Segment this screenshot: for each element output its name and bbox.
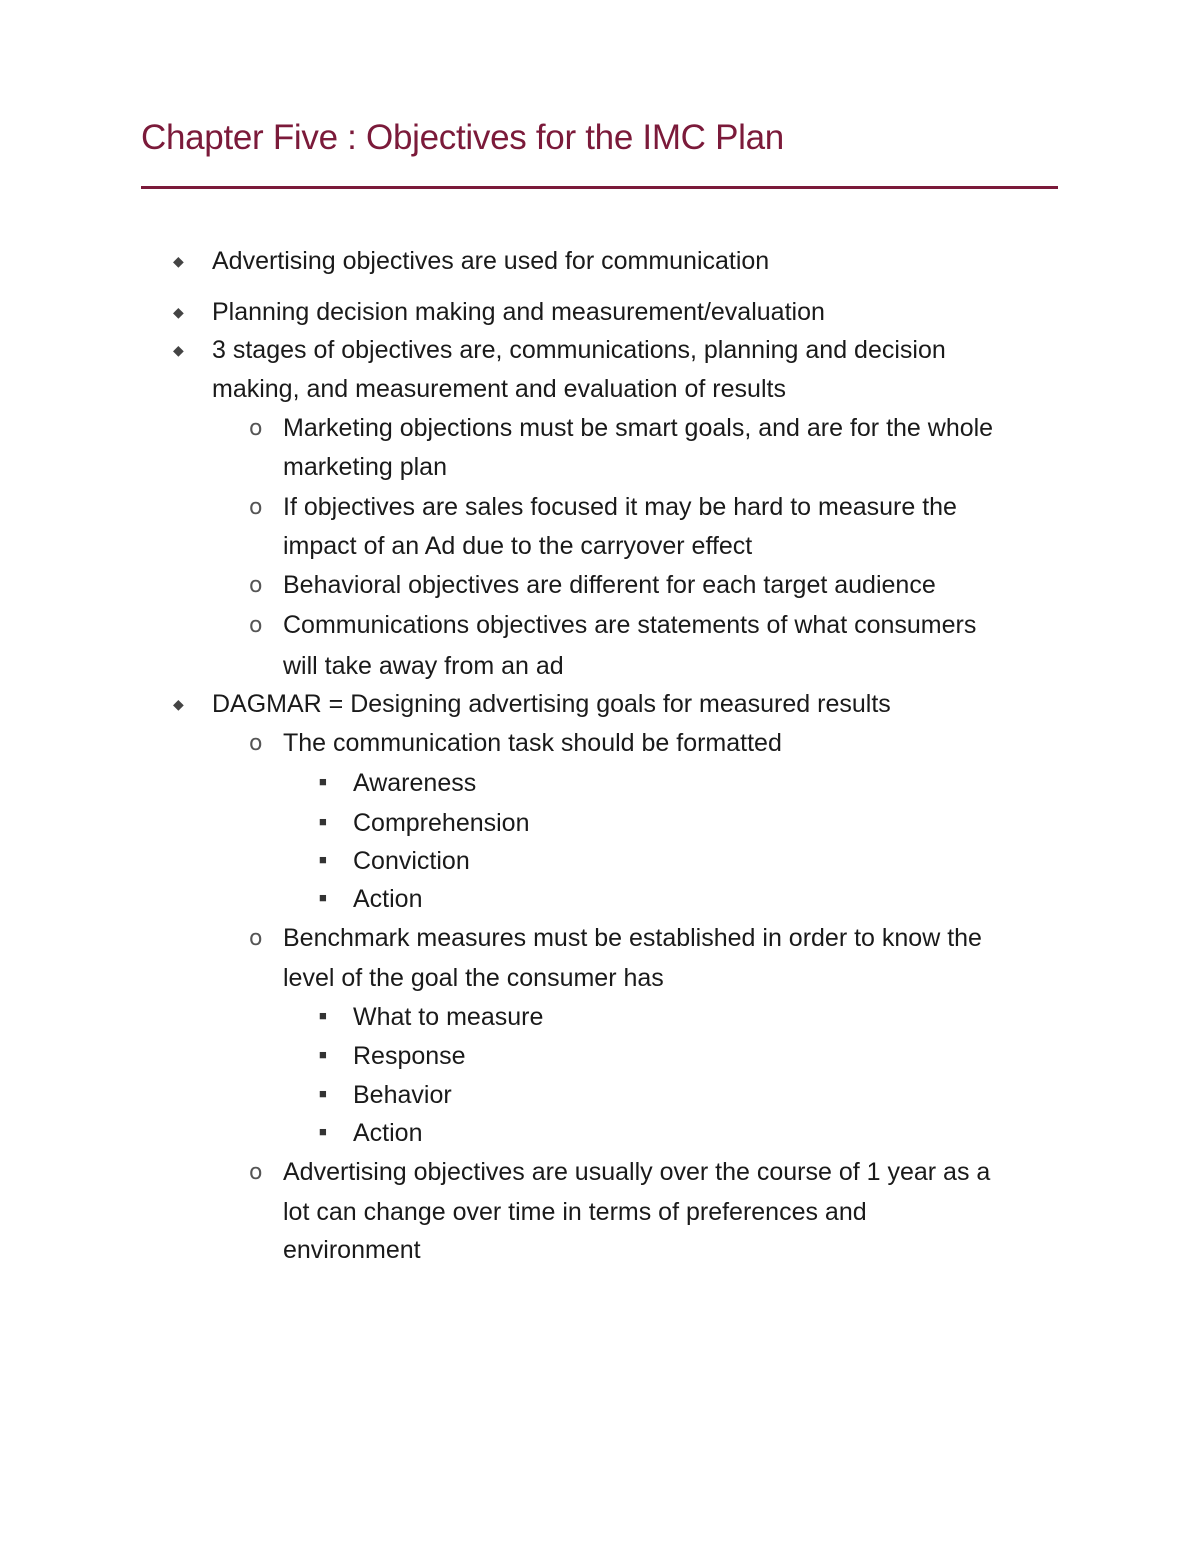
bullet-marker: ◆: [173, 253, 184, 269]
sub-bullet-text-continued: will take away from an ad: [283, 652, 564, 680]
sub-bullet-marker: o: [249, 495, 263, 520]
square-bullet-marker: ■: [319, 1047, 327, 1062]
page-title: Chapter Five : Objectives for the IMC Plan: [141, 118, 784, 157]
sub-bullet-text: The communication task should be formatted: [283, 729, 782, 757]
bullet-marker: ◆: [173, 304, 184, 320]
square-bullet-marker: ■: [319, 814, 327, 829]
sub-bullet-text: Benchmark measures must be established in order to know the: [283, 924, 982, 952]
square-bullet-marker: ■: [319, 890, 327, 905]
bullet-marker: ◆: [173, 696, 184, 712]
sub-bullet-marker: o: [249, 573, 263, 598]
square-bullet-marker: ■: [319, 1086, 327, 1101]
list-item: Conviction: [353, 847, 470, 875]
sub-bullet-text: Advertising objectives are usually over the course of 1 year as a: [283, 1158, 991, 1186]
bullet-marker: ◆: [173, 342, 184, 358]
square-bullet-marker: ■: [319, 852, 327, 867]
list-item: Behavior: [353, 1081, 452, 1109]
sub-bullet-marker: o: [249, 731, 263, 756]
list-item: Action: [353, 1119, 423, 1147]
sub-bullet-text-continued: marketing plan: [283, 453, 447, 481]
sub-bullet-text-continued: impact of an Ad due to the carryover effect: [283, 532, 753, 560]
sub-bullet-marker: o: [249, 926, 263, 951]
sub-bullet-text: Communications objectives are statements of what consumers: [283, 611, 977, 639]
bullet-text: 3 stages of objectives are, communications, planning and decision: [212, 336, 946, 364]
bullet-text: DAGMAR = Designing advertising goals for measured results: [212, 690, 891, 718]
list-item: Action: [353, 885, 423, 913]
sub-bullet-marker: o: [249, 416, 263, 441]
bullet-text: Planning decision making and measurement/evaluation: [212, 298, 825, 326]
list-item: Awareness: [353, 769, 477, 797]
list-item: Comprehension: [353, 809, 530, 837]
sub-bullet-text: Marketing objections must be smart goals, and are for the whole: [283, 414, 994, 442]
sub-bullet-text: If objectives are sales focused it may be hard to measure the: [283, 493, 957, 521]
square-bullet-marker: ■: [319, 1008, 327, 1023]
sub-bullet-text-continued: level of the goal the consumer has: [283, 964, 664, 992]
square-bullet-marker: ■: [319, 774, 327, 789]
sub-bullet-text-continued: lot can change over time in terms of preferences and: [283, 1198, 867, 1226]
title-divider: [141, 186, 1058, 189]
sub-bullet-text-continued: environment: [283, 1236, 421, 1264]
bullet-text: Advertising objectives are used for communication: [212, 247, 770, 275]
square-bullet-marker: ■: [319, 1124, 327, 1139]
bullet-text-continued: making, and measurement and evaluation of results: [212, 375, 786, 403]
sub-bullet-marker: o: [249, 1160, 263, 1185]
sub-bullet-marker: o: [249, 613, 263, 638]
sub-bullet-text: Behavioral objectives are different for each target audience: [283, 571, 936, 599]
list-item: Response: [353, 1042, 466, 1070]
list-item: What to measure: [353, 1003, 544, 1031]
